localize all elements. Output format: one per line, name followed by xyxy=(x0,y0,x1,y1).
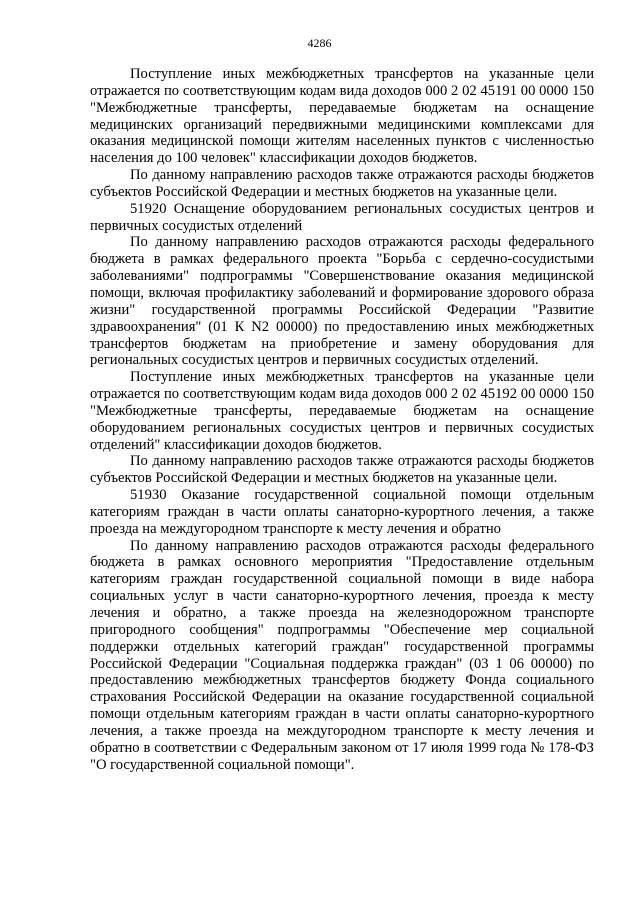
paragraph-regional-expenses-51920: По данному направлению расходов также отражаются расходы бюджетов субъектов Российской Федерации и местных бюджетов на указанные цели. xyxy=(90,453,594,487)
document-body xyxy=(90,66,594,773)
page-number: 4286 xyxy=(307,36,332,50)
heading-51930: 51930 Оказание государственной социальной помощи отдельным категориям граждан в части оплаты санаторно-курортного лечения, а также проезда на междугородном транспорте к месту лечения и обратно xyxy=(90,487,594,537)
paragraph-description-51930: По данному направлению расходов отражаются расходы федерального бюджета в рамках основного мероприятия "Предоставление отдельным категориям граждан государственной социальной помощи в виде набора социальных услуг в части санаторно-курортного лечения, проезда к месту лечения и обратно, а также проезда на железнодорожном транспорте пригородного сообщения" подпрограммы "Обеспечение мер социальной поддержки отдельных категорий граждан" государственной программы Российской Федерации "Социальная поддержка граждан" (03 1 06 00000) по предоставлению межбюджетных трансфертов бюджету Фонда социального страхования Российской Федерации на оказание государственной социальной помощи отдельным категориям граждан в части оплаты санаторно-курортного лечения, а также проезда на междугородном транспорте к месту лечения и обратно в соответствии с Федеральным законом от 17 июля 1999 года № 178-ФЗ "О государственной социальной помощи". xyxy=(90,537,594,773)
heading-51920: 51920 Оснащение оборудованием региональных сосудистых центров и первичных сосудистых отделений xyxy=(90,200,594,234)
paragraph-regional-expenses-51910: По данному направлению расходов также отражаются расходы бюджетов субъектов Российской Федерации и местных бюджетов на указанные цели. xyxy=(90,167,594,200)
paragraph-transfers-income-51920: Поступление иных межбюджетных трансфертов на указанные цели отражается по соответствующим кодам вида доходов 000 2 02 45192 00 0000 150 "Межбюджетные трансферты, передаваемые бюджетам на оснащение оборудованием региональных сосудистых центров и первичных сосудистых отделений" классификации доходов бюджетов. xyxy=(90,369,594,453)
paragraph-description-51920: По данному направлению расходов отражаются расходы федерального бюджета в рамках федерального проекта "Борьба с сердечно-сосудистыми заболеваниями" подпрограммы "Совершенствование оказания медицинской помощи, включая профилактику заболеваний и формирование здорового образа жизни" государственной программы Российской Федерации "Развитие здравоохранения" (01 К N2 00000) по предоставлению иных межбюджетных трансфертов бюджетам на приобретение и замену оборудования для региональных сосудистых центров и первичных сосудистых отделений. xyxy=(90,234,594,369)
paragraph-transfers-income-51910: Поступление иных межбюджетных трансфертов на указанные цели отражается по соответствующим кодам вида доходов 000 2 02 45191 00 0000 150 "Межбюджетные трансферты, передаваемые бюджетам на оснащение медицинских организаций передвижными медицинскими комплексами для оказания медицинской помощи жителям населенных пунктов с численностью населения до 100 человек" классификации доходов бюджетов. xyxy=(90,66,594,167)
